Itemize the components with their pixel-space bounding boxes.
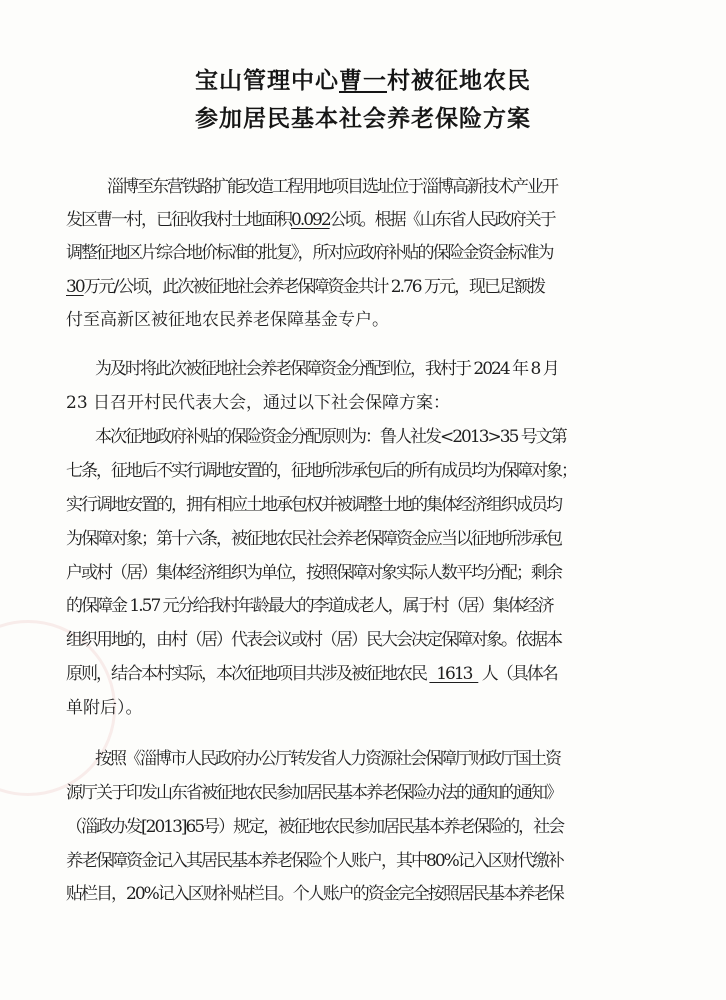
body-line — [66, 494, 726, 516]
line-text: 为保障对象；第十六条，被征地农民社会养老保障资金应当以征地所涉承包 — [66, 529, 561, 549]
line-text: 人（具体名 — [478, 664, 557, 684]
body-line — [107, 176, 726, 198]
line-text: 23 日召开村民代表大会，通过以下社会保障方案： — [66, 393, 451, 413]
line-text: 贴栏目，20%记入区财补贴栏目。个人账户的资金完全按照居民基本养老保 — [66, 884, 563, 904]
line-text: 组织用地的，由村（居）代表会议或村（居）民大会决定保障对象。依据本 — [66, 630, 561, 650]
line-text: 发区曹一村，已征收我村土地面积 — [66, 210, 291, 230]
body-line — [66, 242, 726, 264]
body-line — [66, 460, 726, 482]
line-text: 按照《淄博市人民政府办公厅转发省人力资源社会保障厅财政厅国土资 — [95, 749, 560, 769]
line-text: （淄政办发[2013]65号）规定，被征地农民参加居民基本养老保险的，社会 — [66, 817, 564, 837]
underlined-value: 30 — [66, 277, 84, 297]
line-text: 七条，征地后不实行调地安置的，征地所涉承包后的所有成员均为保障对象； — [66, 461, 576, 481]
body-line — [66, 816, 726, 838]
underlined-value: 0.092 — [291, 210, 330, 230]
line-text: 源厅关于印发山东省被征地农民参加居民基本养老保险办法的通知的通知》 — [66, 783, 561, 803]
body-line — [66, 392, 726, 414]
body-line — [66, 697, 726, 719]
line-text: 淄博至东营铁路扩能改造工程用地项目选址位于淄博高新技术产业开 — [107, 177, 557, 197]
body-line — [66, 309, 726, 331]
body-line — [66, 276, 726, 298]
line-text: 本次征地政府补贴的保险资金分配原则为：鲁人社发<2013>35 号文第 — [95, 427, 566, 447]
title-village-name: 曹一 — [339, 68, 387, 94]
body-line — [66, 850, 726, 872]
line-text: 调整征地区片综合地价标准的批复》，所对应政府补贴的保险金资金标准为 — [66, 243, 553, 263]
body-line — [95, 358, 726, 380]
line-text: 付至高新区被征地农民养老保障基金专户。 — [66, 310, 389, 330]
line-text: 户或村（居）集体经济组织为单位，按照保障对象实际人数平均分配；剩余 — [66, 563, 561, 583]
body-line — [66, 528, 726, 550]
title-part: 村被征地农民 — [387, 68, 531, 94]
body-line — [66, 663, 726, 685]
body-line — [95, 748, 726, 770]
body-line — [66, 595, 726, 617]
body-line — [95, 426, 726, 448]
body-line — [66, 782, 726, 804]
underlined-value: 1613 — [429, 664, 479, 684]
body-line — [66, 209, 726, 231]
line-text: 养老保障资金记入其居民基本养老保险个人账户，其中80%记入区财代缴补 — [66, 851, 563, 871]
document-title-line2: 参加居民基本社会养老保险方案 — [195, 106, 531, 132]
line-text: 的保障金 1.57 元分给我村年龄最大的李道成老人，属于村（居）集体经济 — [66, 596, 553, 616]
document-title-line1 — [0, 62, 726, 95]
line-text: 原则，结合本村实际，本次征地项目共涉及被征地农民 — [66, 664, 430, 684]
line-text: 万元/公顷，此次被征地社会养老保障资金共计 2.76 万元，现已足额拨 — [83, 277, 545, 297]
line-text: 单附后）。 — [66, 698, 143, 718]
body-line — [66, 629, 726, 651]
line-text: 为及时将此次被征地社会养老保障资金分配到位，我村于 2024 年 8 月 — [95, 359, 558, 379]
line-text: 公顷。根据《山东省人民政府关于 — [329, 210, 555, 230]
body-line — [66, 562, 726, 584]
title-part: 宝山管理中心 — [195, 68, 339, 94]
body-line — [66, 883, 726, 905]
line-text: 实行调地安置的，拥有相应土地承包权并被调整土地的集体经济组织成员均 — [66, 495, 561, 515]
